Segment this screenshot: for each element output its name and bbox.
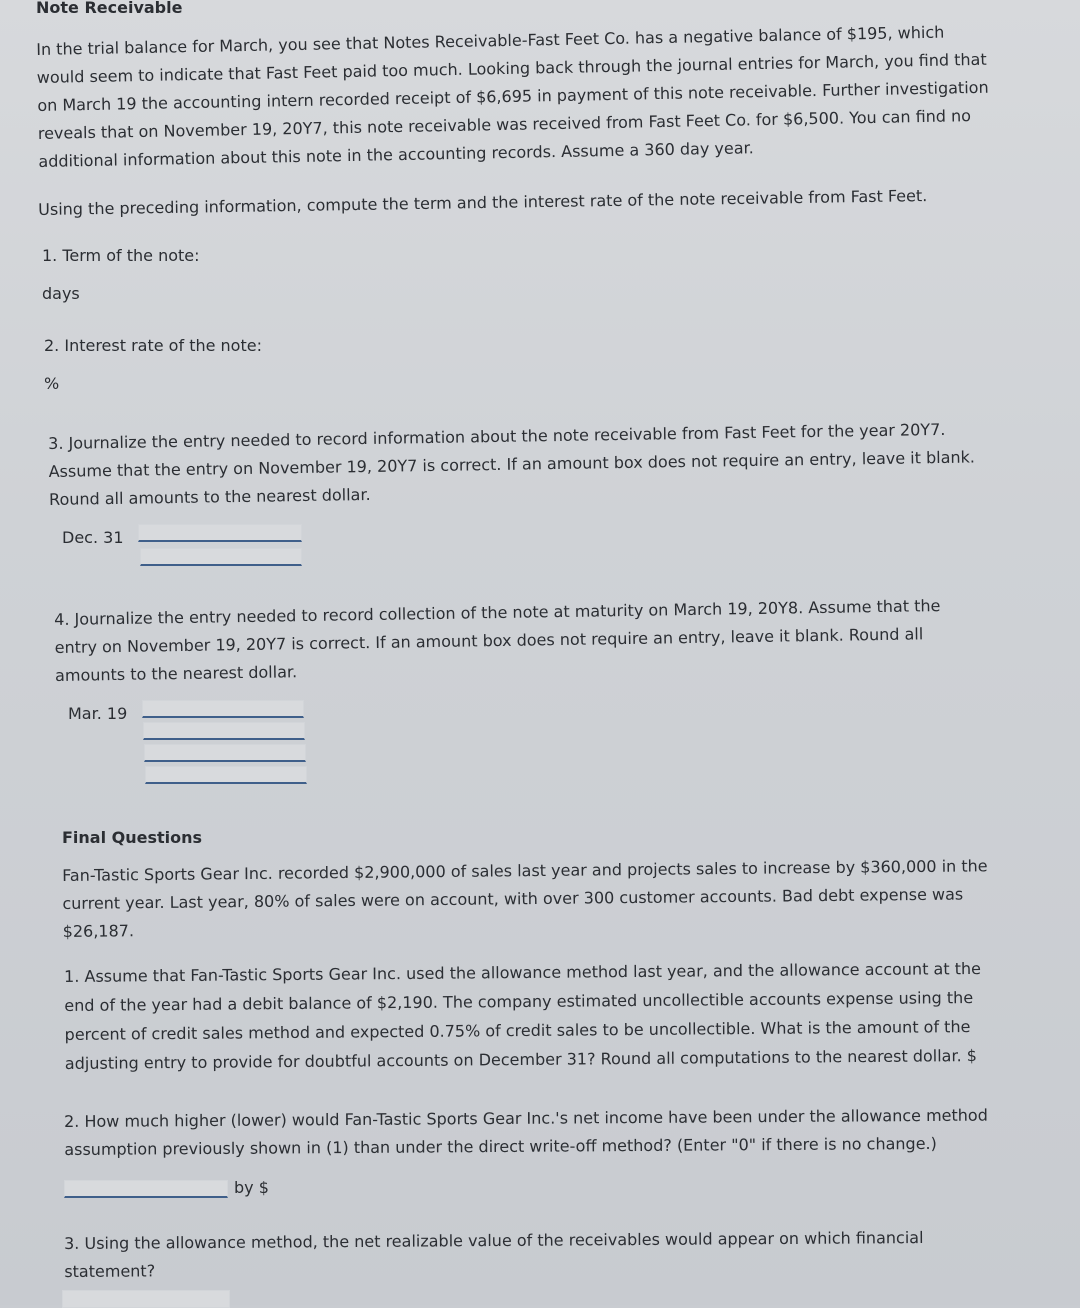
mar19-account-input-3[interactable] [144,744,306,762]
question-4-text: 4. Journalize the entry needed to record collection of the note at maturity on March 19, 20Y8. Assume that the entry on November 19, 20Y7 is correct. If an amount box does not require an entry, leave it blank. Round all amounts to the nearest dollar. [54,596,941,685]
mar19-account-input-4[interactable] [145,766,307,784]
mar19-account-input-2[interactable] [143,722,305,740]
final-questions-title: Final Questions [62,828,203,847]
dec31-account-input-1[interactable] [138,524,302,542]
final-question-3-text: 3. Using the allowance method, the net realizable value of the receivables would appear on which financial statement? [64,1228,924,1281]
section-title: Note Receivable [36,0,183,17]
final-questions-intro: Fan-Tastic Sports Gear Inc. recorded $2,900,000 of sales last year and projects sales to increase by $360,000 in the current year. Last year, 80% of sales were on account, with over 300 customer accounts. Bad debt expense was $26,187. [62,856,988,941]
problem-intro: In the trial balance for March, you see that Notes Receivable-Fast Feet Co. has a negative balance of $195, which would seem to indicate that Fast Feet paid too much. Looking back through the journal entries for March, you find that on March 19 the accounting intern recorded receipt of $6,695 in payment of this note receivable. Further investigation reveals that on November 19, 20Y7, this note receivable was received from Fast Feet Co. for $6,500. You can find no additional information about this note in the accounting records. Assume a 360 day year. [36,22,989,171]
dec31-account-input-2[interactable] [140,548,302,566]
question-1-label: 1. Term of the note: [42,246,200,265]
rate-unit-label: % [44,374,60,393]
by-dollar-label: by $ [234,1178,269,1197]
final-question-1-text: 1. Assume that Fan-Tastic Sports Gear Inc. used the allowance method last year, and the allowance account at the end of the year had a debit balance of $2,190. The company estimated uncollectible accounts expense using the percent of credit sales method and expected 0.75% of credit sales to be uncollectible. What is the amount of the adjusting entry to provide for doubtful accounts on December 31? Round all computations to the nearest dollar. $ [64,958,982,1073]
higher-lower-select[interactable] [64,1180,228,1198]
financial-statement-select[interactable] [62,1290,230,1308]
journal-date-dec31: Dec. 31 [62,528,124,547]
journal-date-mar19: Mar. 19 [68,704,128,723]
question-2-label: 2. Interest rate of the note: [44,336,262,355]
problem-instruction: Using the preceding information, compute the term and the interest rate of the note receivable from Fast Feet. [38,186,928,219]
final-question-2-text: 2. How much higher (lower) would Fan-Tastic Sports Gear Inc.'s net income have been under the allowance method assumption previously shown in (1) than under the direct write-off method? (Enter "0" if there is no change.) [64,1105,988,1159]
question-3-text: 3. Journalize the entry needed to record information about the note receivable from Fast Feet for the year 20Y7. Assume that the entry on November 19, 20Y7 is correct. If an amount box does not require an entry, leave it blank. Round all amounts to the nearest dollar. [48,419,976,509]
mar19-account-input-1[interactable] [142,700,304,718]
term-unit-label: days [42,284,80,303]
